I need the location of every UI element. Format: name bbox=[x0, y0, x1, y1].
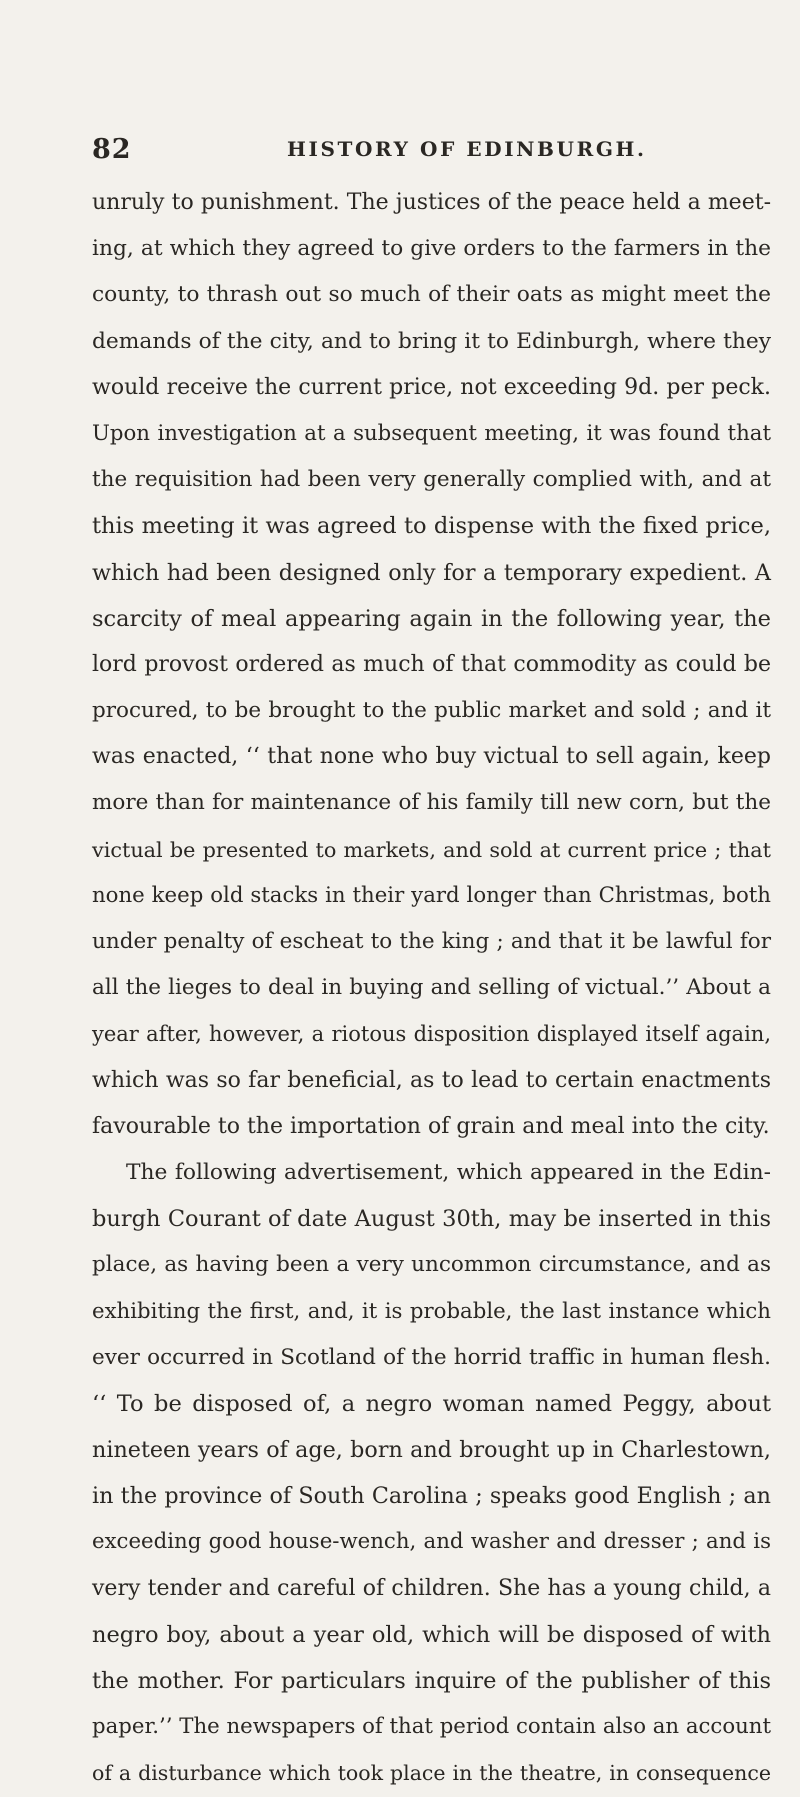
text-line: unruly to punishment. The justices of the peace held a meet- bbox=[92, 190, 771, 215]
text-line: demands of the city, and to bring it to Edinburgh, where they bbox=[92, 328, 771, 354]
text-line: procured, to be brought to the public market and sold ; and it bbox=[92, 698, 771, 724]
text-line: all the lieges to deal in buying and selling of victual.’’ About a bbox=[92, 975, 771, 1001]
body-text bbox=[92, 180, 771, 1797]
text-line: would receive the current price, not exceeding 9d. per peck. bbox=[92, 374, 771, 400]
text-line: in the province of South Carolina ; speaks good English ; an bbox=[92, 1483, 771, 1510]
text-line: Upon investigation at a subsequent meeting, it was found that bbox=[92, 420, 771, 446]
text-line: scarcity of meal appearing again in the following year, the bbox=[92, 605, 771, 632]
text-line: under penalty of escheat to the king ; and that it be lawful for bbox=[92, 929, 771, 954]
page-header bbox=[92, 134, 772, 174]
text-line: burgh Courant of date August 30th, may be inserted in this bbox=[92, 1206, 771, 1233]
text-line: very tender and careful of children. She has a young child, a bbox=[92, 1575, 771, 1601]
text-line: negro boy, about a year old, which will be disposed of with bbox=[92, 1621, 771, 1648]
running-head: HISTORY OF EDINBURGH. bbox=[287, 137, 647, 161]
text-line: exhibiting the first, and, it is probable, the last instance which bbox=[92, 1298, 771, 1324]
text-line: place, as having been a very uncommon circumstance, and as bbox=[92, 1252, 771, 1278]
text-line: ing, at which they agreed to give orders to the farmers in the bbox=[92, 236, 771, 262]
text-line: which was so far beneficial, as to lead to certain enactments bbox=[92, 1067, 771, 1093]
text-line: ‘‘ To be disposed of, a negro woman named Peggy, about bbox=[92, 1390, 771, 1417]
text-line: victual be presented to markets, and sold at current price ; that bbox=[92, 837, 771, 862]
text-line: which had been designed only for a temporary expedient. A bbox=[92, 559, 771, 586]
text-line: this meeting it was agreed to dispense with the fixed price, bbox=[92, 513, 771, 540]
text-line: was enacted, ‘‘ that none who buy victual to sell again, keep bbox=[92, 744, 771, 770]
text-line: more than for maintenance of his family till new corn, but the bbox=[92, 790, 771, 816]
text-line: the mother. For particulars inquire of the publisher of this bbox=[92, 1668, 771, 1694]
text-line: the requisition had been very generally complied with, and at bbox=[92, 467, 771, 493]
text-line: The following advertisement, which appeared in the Edin- bbox=[126, 1159, 771, 1185]
text-line: county, to thrash out so much of their oats as might meet the bbox=[92, 282, 771, 308]
text-line: exceeding good house-wench, and washer and dresser ; and is bbox=[92, 1529, 771, 1555]
text-line: favourable to the importation of grain and meal into the city. bbox=[92, 1113, 770, 1139]
page-number: 82 bbox=[92, 134, 132, 165]
text-line: of a disturbance which took place in the theatre, in consequence bbox=[92, 1761, 771, 1786]
text-line: none keep old stacks in their yard longer than Christmas, both bbox=[92, 882, 771, 908]
text-line: lord provost ordered as much of that commodity as could be bbox=[92, 651, 771, 677]
text-line: paper.’’ The newspapers of that period contain also an account bbox=[92, 1714, 772, 1740]
text-line: year after, however, a riotous disposition displayed itself again, bbox=[92, 1022, 771, 1047]
text-line: nineteen years of age, born and brought up in Charlestown, bbox=[92, 1437, 771, 1464]
text-line: ever occurred in Scotland of the horrid traffic in human flesh. bbox=[92, 1344, 771, 1370]
